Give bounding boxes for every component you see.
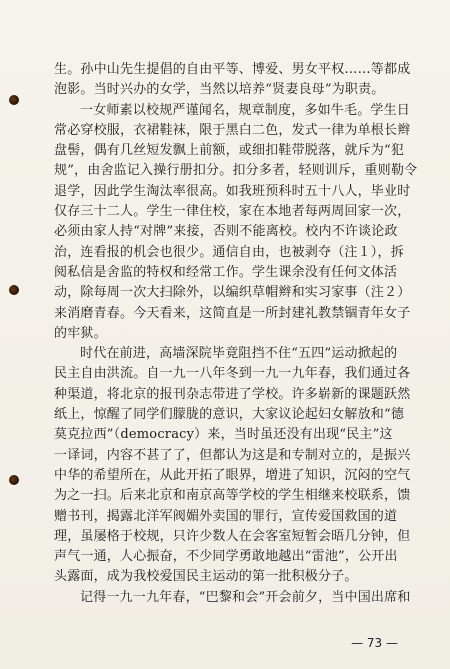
text-line: 纸上，惊醒了同学们朦胧的意识，大家议论起妇女解放和“德: [54, 407, 405, 423]
text-line: 种渠道，将北京的报刊杂志带进了学校。许多崭新的课题跃然: [54, 386, 411, 402]
paragraph: [54, 588, 414, 608]
text-line: 为之一扫。后来北京和南京高等学校的学生相继来校联系，馈: [54, 488, 411, 504]
text-line: 赠书刊，揭露北洋军阀媚外卖国的罪行，宣传爱国救国的道: [54, 508, 398, 524]
text-line: 民主自由洪流。自一九一八年冬到一九一九年春，我们通过各: [54, 366, 411, 382]
binding-hole: [9, 285, 19, 295]
paragraph: [54, 60, 414, 101]
text-line: 生。孙中山先生提倡的自由平等、博爱、男女平权……等都成: [54, 62, 411, 77]
text-line: 治，连看报的机会也很少。通信自由，也被剥夺（注１），拆: [54, 244, 404, 260]
body-text: [54, 60, 418, 608]
page-number: — 73 —: [351, 636, 398, 650]
text-line: 仅存三十二人。学生一律住校，家在本地者每两周回家一次，: [54, 204, 411, 220]
text-line: 声气一通，人心振奋，不少同学勇敢地越出“雷池”，公开出: [54, 549, 398, 565]
text-line: 必须由家人持“对牌”来接，否则不能离校。校内不许谈论政: [54, 224, 398, 240]
text-line: 阅私信是舍监的特权和经常工作。学生课余没有任何文体活: [54, 264, 398, 280]
text-line: 盘髻，偶有几丝短发飘上前额，或细扣鞋带脱落，就斥为“犯: [54, 143, 405, 159]
paragraph: [54, 101, 418, 345]
text-line: 时代在前进，高墙深院毕竟阻挡不住“五四”运动掀起的: [80, 346, 398, 362]
text-line: 中华的希望所在，从此开拓了眼界，增进了知识，沉闷的空气: [54, 467, 411, 483]
text-line: 理，虽屡格于校规，只许少数人在会客室短暂会晤几分钟，但: [54, 528, 411, 544]
text-line: 常必穿校服，衣裙鞋袜，限于黑白二色，发式一律为单根长辫: [54, 122, 411, 138]
text-line: 规”，由舍监记入操行册扣分。扣分多者，轻则训斥，重则勒令: [54, 163, 418, 179]
binding-hole: [9, 475, 19, 485]
binding-hole: [9, 95, 19, 105]
text-line: 的牢狱。: [54, 325, 107, 341]
text-line: 一女师素以校规严谨闻名，规章制度，多如牛毛。学生日: [80, 102, 411, 118]
text-line: 动，除每周一次大扫除外，以编织草帽辫和实习家事（注２）: [54, 285, 411, 301]
text-line: 头露面，成为我校爱国民主运动的第一批积极分子。: [54, 569, 358, 585]
text-line: 莫克拉西”（democracy）来，当时虽还没有出现“民主”这: [54, 427, 393, 443]
text-line: 记得一九一九年春，“巴黎和会”开会前夕，当中国出席和: [80, 589, 411, 605]
text-line: 一译词，内容不甚了了，但都认为这是和专制对立的，是振兴: [54, 447, 411, 463]
text-line: 来消磨青春。今天看来，这简直是一所封建礼教禁锢青年女子: [54, 305, 411, 321]
text-line: 泡影。当时兴办的女学，当然以培养“贤妻良母”为职责。: [54, 82, 385, 98]
text-line: 退学，因此学生淘汰率很高。如我班预科时五十八人，毕业时: [54, 183, 411, 199]
paragraph: [54, 344, 414, 588]
